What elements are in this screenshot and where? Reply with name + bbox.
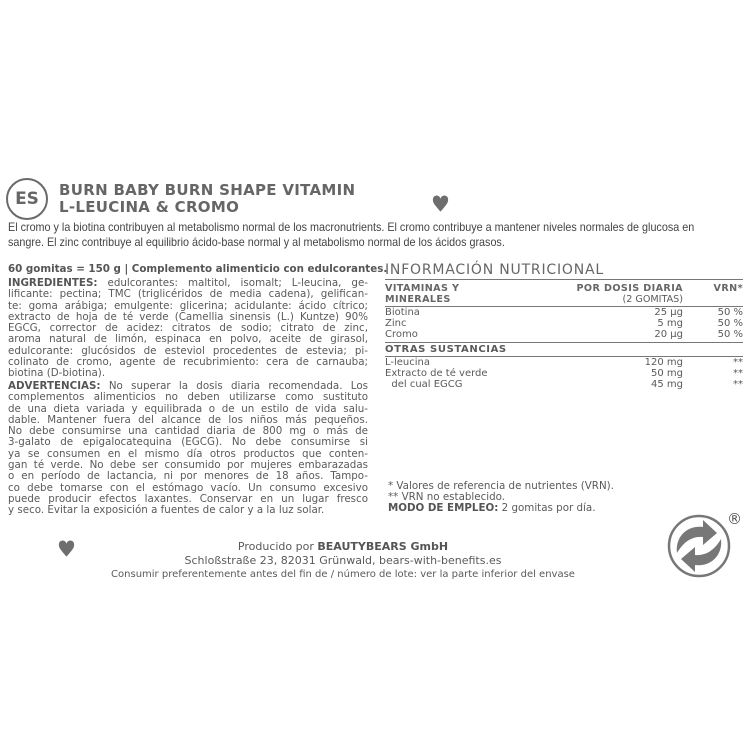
health-claims: El cromo y la biotina contribuyen al metabolismo normal de los macronutrients. El cromo contribuye a mantener niveles normales de glucosa en sangre. El zinc contribuye al equilibrio ácido-base normal y al metabolismo normal de los ácidos grasos. bbox=[8, 221, 695, 249]
nutrient-vrn: ** bbox=[733, 368, 743, 379]
company-name: BEAUTYBEARS GmbH bbox=[317, 540, 449, 553]
ingredients-line: te: goma arábiga; emulgente: glicerina; acidulante: ácido cítrico; bbox=[8, 299, 368, 312]
green-dot-recycle-icon bbox=[665, 513, 733, 579]
warnings-line: o en período de lactancia, ni por menores de 18 años. Tampo- bbox=[8, 470, 368, 483]
language-badge: ES bbox=[6, 178, 48, 220]
produced-by: Producido por bbox=[237, 540, 318, 553]
nutrient-name: Zinc bbox=[385, 318, 407, 329]
table-row bbox=[385, 329, 743, 340]
nutrient-vrn: ** bbox=[733, 379, 743, 390]
nutrient-vrn: ** bbox=[733, 357, 743, 368]
nutrient-vrn: 50 % bbox=[717, 329, 743, 340]
nutrient-amount: 50 mg bbox=[651, 368, 683, 379]
table-row bbox=[385, 357, 743, 368]
ingredients-label: INGREDIENTES: bbox=[8, 277, 98, 289]
ingredients-line: EGCG, corrector de acidez: citratos de sodio; citrato de zinc, bbox=[8, 322, 368, 335]
ingredients-line: extracto de hoja de té verde (Camellia sinensis (L.) Kuntze) 90% bbox=[8, 310, 368, 323]
warnings-line: puede producir efectos laxantes. Conservar en un lugar fresco bbox=[8, 492, 368, 505]
warnings-line: co debe tomarse con el estómago vacío. Un consumo excesivo bbox=[8, 481, 368, 494]
ingredients-line: biotina (D-biotina). bbox=[8, 367, 106, 380]
warnings-line: de una dieta variada y equilibrada o de un estilo de vida salu- bbox=[8, 402, 368, 415]
header-minerals: MINERALES bbox=[385, 294, 451, 305]
nutrient-vrn: 50 % bbox=[717, 307, 743, 318]
heart-icon bbox=[58, 540, 75, 558]
nutrient-amount: 5 mg bbox=[657, 318, 683, 329]
header-gummies: (2 GOMITAS) bbox=[622, 294, 683, 305]
nutrient-name: Extracto de té verde bbox=[385, 368, 488, 379]
warnings-line: dable. Mantener fuera del alcance de los niños más pequeños. bbox=[8, 413, 368, 426]
ingredients-line: aroma natural de limón, espinaca en polvo, aceite de girasol, bbox=[8, 333, 368, 346]
best-before-line: Consumir preferentemente antes del fin de / número de lote: ver la parte inferior del envase bbox=[111, 569, 575, 580]
warnings-line: complementos alimenticios no deben utilizarse como sustituto bbox=[8, 391, 368, 404]
table-row bbox=[385, 368, 743, 379]
usage-label: MODO DE EMPLEO: bbox=[388, 502, 499, 514]
registered-mark: ® bbox=[727, 510, 742, 528]
producer-line bbox=[100, 540, 586, 554]
nutrient-name: L-leucina bbox=[385, 357, 431, 368]
product-subtitle: L-LEUCINA & CROMO bbox=[59, 198, 240, 216]
header-vitamins: VITAMINAS Y bbox=[385, 283, 460, 294]
nutrient-amount: 25 µg bbox=[654, 307, 683, 318]
nutrient-amount: 45 mg bbox=[651, 379, 683, 390]
warnings-label: ADVERTENCIAS: bbox=[8, 380, 101, 392]
nutrient-name: del cual EGCG bbox=[385, 379, 463, 390]
warnings-text: No superar la dosis diaria recomendada. Los bbox=[100, 380, 368, 392]
usage-instructions bbox=[388, 503, 596, 514]
warnings-line: No debe consumirse una cantidad diaria de 800 mg o más de bbox=[8, 425, 368, 438]
header-vrn: VRN* bbox=[713, 283, 743, 294]
table-row bbox=[385, 307, 743, 318]
nutrient-amount: 120 mg bbox=[644, 357, 683, 368]
address-line: Schloßstraße 23, 82031 Grünwald, bears-with-benefits.es bbox=[184, 554, 502, 567]
nutrition-table bbox=[385, 262, 743, 390]
ingredients-line: lificante: pectina; TMC (triglicéridos de media cadena), gelifican- bbox=[8, 288, 368, 301]
warnings-line: 3-galato de epigalocatequina (EGCG). No debe consumirse si bbox=[8, 436, 368, 449]
footnote-vrn: * Valores de referencia de nutrientes (VRN). bbox=[388, 480, 614, 492]
ingredients-line: colinato de cromo, agente de recubrimiento: cera de carnauba; bbox=[8, 356, 368, 369]
ingredients-block bbox=[8, 278, 368, 380]
nutrient-amount: 20 µg bbox=[654, 329, 683, 340]
warnings-line: y seco. Evitar la exposición a fuentes de calor y a la luz solar. bbox=[8, 504, 325, 517]
nutrient-name: Cromo bbox=[385, 329, 418, 340]
product-title: BURN BABY BURN SHAPE VITAMIN bbox=[59, 181, 356, 199]
header-daily-dose: POR DOSIS DIARIA bbox=[576, 283, 683, 294]
usage-text: 2 gomitas por día. bbox=[498, 502, 596, 514]
warnings-line: gan té verde. No debe ser consumido por mujeres embarazadas bbox=[8, 459, 368, 472]
warnings-block bbox=[8, 381, 368, 517]
product-line: 60 gomitas = 150 g | Complemento alimenticio con edulcorantes. bbox=[8, 263, 388, 275]
other-substances-title: OTRAS SUSTANCIAS bbox=[385, 342, 743, 357]
nutrient-name: Biotina bbox=[385, 307, 420, 318]
table-row bbox=[385, 379, 743, 390]
table-header bbox=[385, 283, 743, 294]
nutrient-vrn: 50 % bbox=[717, 318, 743, 329]
table-row bbox=[385, 318, 743, 329]
footnote-not-established: ** VRN no establecido. bbox=[388, 491, 506, 503]
nutrition-title: INFORMACIÓN NUTRICIONAL bbox=[385, 262, 743, 280]
heart-icon bbox=[432, 195, 449, 213]
ingredients-text: edulcorantes: maltitol, isomalt; L-leucina, ge- bbox=[97, 277, 368, 289]
ingredients-line: edulcorante: glucósidos de esteviol procedentes de estevia; pi- bbox=[8, 344, 368, 357]
warnings-line: ya se consumen en el mismo día otros productos que conten- bbox=[8, 447, 368, 460]
